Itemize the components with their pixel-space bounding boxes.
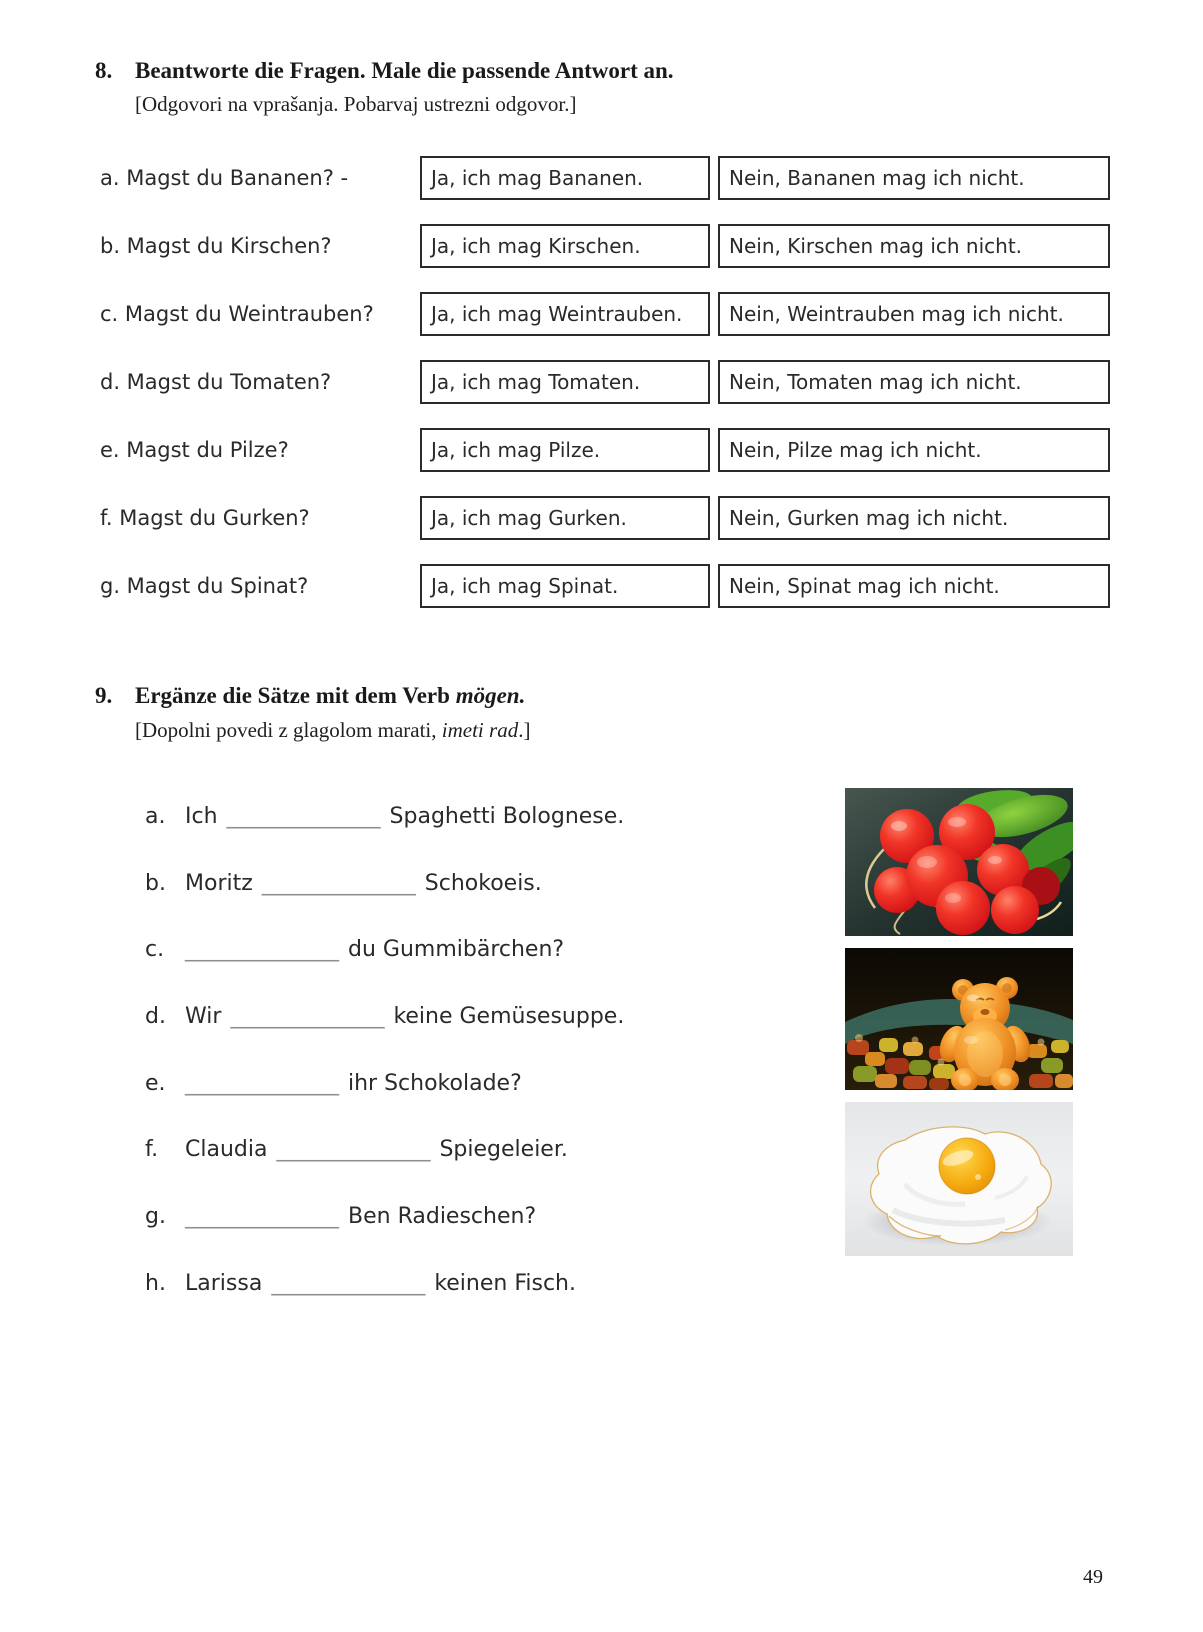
fill-item-b <box>145 869 542 899</box>
exercise-9-subtitle-italic: imeti rad <box>441 718 519 742</box>
sentence-before: Claudia <box>185 1137 268 1162</box>
answer-yes-box[interactable] <box>420 292 710 336</box>
item-letter: g. <box>145 1204 166 1229</box>
answer-no-box[interactable] <box>718 360 1110 404</box>
page-number: 49 <box>1083 1566 1103 1588</box>
fried-egg-photo <box>845 1102 1073 1256</box>
answer-no-label: Nein, Bananen mag ich nicht. <box>729 166 1025 190</box>
blank-field[interactable]: ______________ <box>271 1271 426 1296</box>
answer-yes-box[interactable] <box>420 496 710 540</box>
question-row-g <box>0 564 1203 608</box>
question-row-e <box>0 428 1203 472</box>
blank-field[interactable]: ______________ <box>185 1071 339 1096</box>
answer-yes-label: Ja, ich mag Spinat. <box>431 574 619 598</box>
answer-yes-label: Ja, ich mag Kirschen. <box>431 234 641 258</box>
exercise-8-subtitle: [Odgovori na vprašanja. Pobarvaj ustrezni odgovor.] <box>135 92 577 116</box>
item-sentence <box>185 871 542 896</box>
sentence-after: keinen Fisch. <box>434 1271 576 1296</box>
answer-yes-box[interactable] <box>420 428 710 472</box>
answer-no-box[interactable] <box>718 564 1110 608</box>
question-text: d. Magst du Tomaten? <box>100 370 332 394</box>
sentence-after: Spiegeleier. <box>439 1137 568 1162</box>
answer-yes-box[interactable] <box>420 156 710 200</box>
item-letter: e. <box>145 1071 166 1096</box>
item-letter: h. <box>145 1271 166 1296</box>
fill-item-f <box>145 1135 568 1165</box>
blank-field[interactable]: ______________ <box>230 1004 385 1029</box>
exercise-9-subtitle-text: [Dopolni povedi z glagolom marati, <box>135 718 442 742</box>
item-letter: b. <box>145 871 166 896</box>
item-sentence <box>185 937 564 962</box>
question-text: g. Magst du Spinat? <box>100 574 309 598</box>
answer-no-label: Nein, Tomaten mag ich nicht. <box>729 370 1022 394</box>
item-sentence <box>185 1204 536 1229</box>
answer-yes-box[interactable] <box>420 564 710 608</box>
radishes-photo <box>845 788 1073 936</box>
sentence-after: Ben Radieschen? <box>348 1204 537 1229</box>
sentence-before: Larissa <box>185 1271 263 1296</box>
question-row-c <box>0 292 1203 336</box>
item-letter: a. <box>145 804 166 829</box>
item-sentence <box>185 1137 568 1162</box>
fill-item-e <box>145 1069 522 1099</box>
question-row-f <box>0 496 1203 540</box>
answer-yes-label: Ja, ich mag Bananen. <box>431 166 644 190</box>
answer-no-label: Nein, Spinat mag ich nicht. <box>729 574 1000 598</box>
exercise-9-title <box>135 683 525 709</box>
exercise-9-title-text: Ergänze die Sätze mit dem Verb <box>135 683 456 708</box>
question-text: f. Magst du Gurken? <box>100 506 310 530</box>
exercise-9-number: 9. <box>95 683 113 708</box>
fill-item-d <box>145 1002 624 1032</box>
blank-field[interactable]: ______________ <box>185 1204 339 1229</box>
sentence-before: Moritz <box>185 871 253 896</box>
question-text: b. Magst du Kirschen? <box>100 234 332 258</box>
answer-no-box[interactable] <box>718 292 1110 336</box>
answer-yes-box[interactable] <box>420 224 710 268</box>
answer-yes-label: Ja, ich mag Weintrauben. <box>431 302 683 326</box>
answer-no-label: Nein, Weintrauben mag ich nicht. <box>729 302 1064 326</box>
question-row-a <box>0 156 1203 200</box>
fill-item-g <box>145 1202 536 1232</box>
sentence-before: Ich <box>185 804 218 829</box>
answer-no-box[interactable] <box>718 428 1110 472</box>
item-sentence <box>185 1071 522 1096</box>
exercise-8-title: Beantworte die Fragen. Male die passende Antwort an. <box>135 58 674 83</box>
item-sentence <box>185 1004 624 1029</box>
sentence-before: Wir <box>185 1004 222 1029</box>
question-text: a. Magst du Bananen? - <box>100 166 349 190</box>
sentence-after: du Gummibärchen? <box>348 937 565 962</box>
question-text: c. Magst du Weintrauben? <box>100 302 374 326</box>
fill-item-a <box>145 802 624 832</box>
answer-no-box[interactable] <box>718 496 1110 540</box>
fill-item-h <box>145 1269 576 1299</box>
answer-no-label: Nein, Kirschen mag ich nicht. <box>729 234 1023 258</box>
blank-field[interactable]: ______________ <box>226 804 381 829</box>
gummy-bears-photo <box>845 948 1073 1090</box>
answer-yes-box[interactable] <box>420 360 710 404</box>
item-letter: f. <box>145 1137 159 1162</box>
sentence-after: Spaghetti Bolognese. <box>389 804 625 829</box>
blank-field[interactable]: ______________ <box>276 1137 431 1162</box>
answer-no-label: Nein, Pilze mag ich nicht. <box>729 438 982 462</box>
item-letter: d. <box>145 1004 166 1029</box>
answer-yes-label: Ja, ich mag Gurken. <box>431 506 627 530</box>
blank-field[interactable]: ______________ <box>185 937 339 962</box>
sentence-after: Schokoeis. <box>424 871 542 896</box>
exercise-8-number: 8. <box>95 58 113 83</box>
exercise-9-subtitle-end: .] <box>518 718 531 742</box>
answer-no-box[interactable] <box>718 156 1110 200</box>
item-sentence <box>185 1271 576 1296</box>
answer-yes-label: Ja, ich mag Pilze. <box>431 438 601 462</box>
fill-item-c <box>145 935 564 965</box>
question-text: e. Magst du Pilze? <box>100 438 289 462</box>
answer-no-box[interactable] <box>718 224 1110 268</box>
exercise-9-subtitle <box>135 718 530 743</box>
question-row-d <box>0 360 1203 404</box>
exercise-9-title-verb: mögen. <box>455 683 526 708</box>
item-sentence <box>185 804 624 829</box>
sentence-after: ihr Schokolade? <box>348 1071 522 1096</box>
answer-no-label: Nein, Gurken mag ich nicht. <box>729 506 1009 530</box>
blank-field[interactable]: ______________ <box>261 871 416 896</box>
question-row-b <box>0 224 1203 268</box>
answer-yes-label: Ja, ich mag Tomaten. <box>431 370 641 394</box>
sentence-after: keine Gemüsesuppe. <box>393 1004 625 1029</box>
item-letter: c. <box>145 937 165 962</box>
